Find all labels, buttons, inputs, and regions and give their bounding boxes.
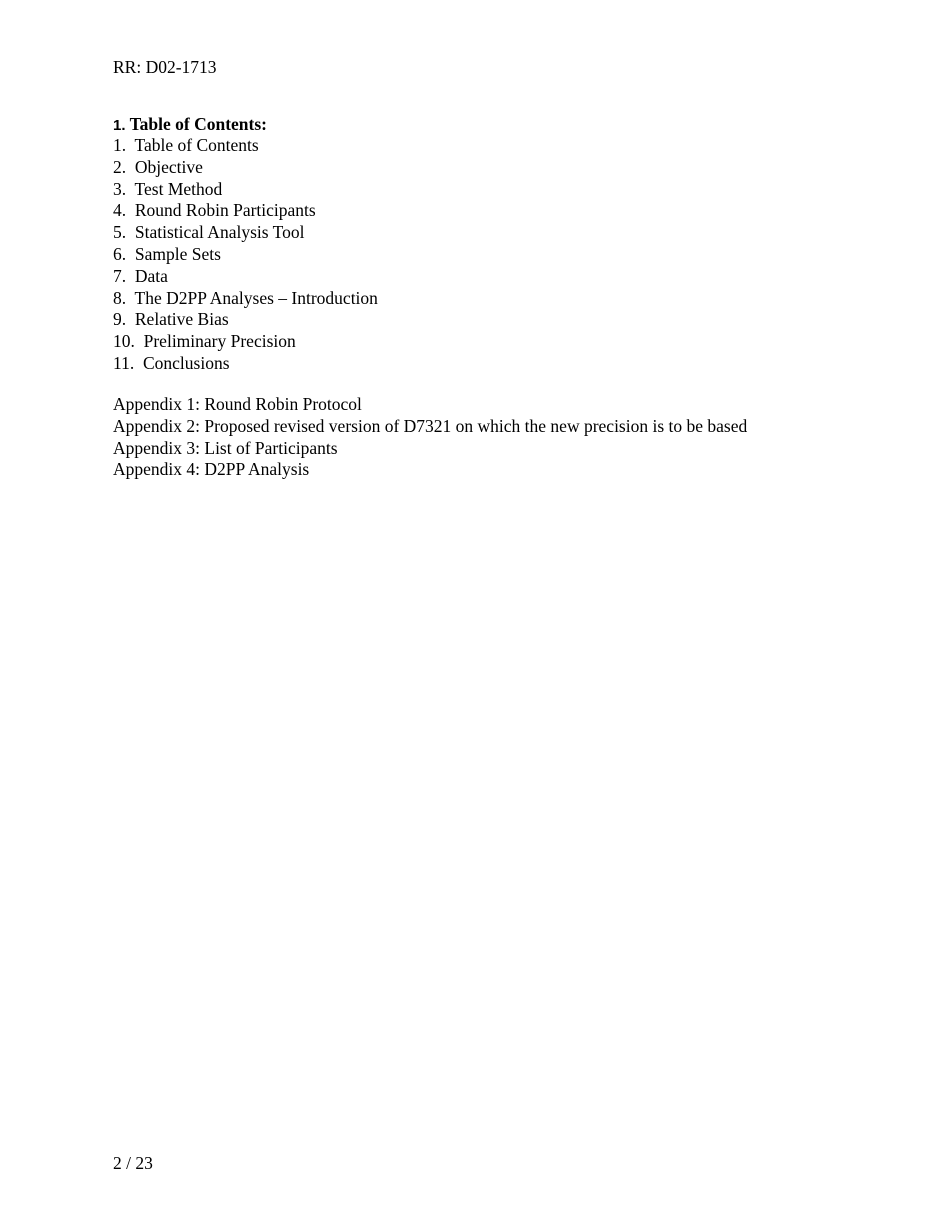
table-of-contents — [113, 114, 378, 375]
document-id-header: RR: D02-1713 — [113, 57, 217, 77]
toc-item-objective: 2. Objective — [113, 156, 203, 177]
toc-heading — [113, 114, 378, 135]
toc-heading-text: Table of Contents: — [129, 114, 267, 134]
toc-item-relative-bias: 9. Relative Bias — [113, 309, 229, 330]
toc-heading-number: 1. — [113, 117, 126, 134]
appendix-item-list-of-participants: Appendix 3: List of Participants — [113, 437, 338, 458]
toc-item-data: 7. Data — [113, 265, 168, 286]
toc-item-sample-sets: 6. Sample Sets — [113, 243, 221, 264]
page-number-footer: 2 / 23 — [113, 1153, 153, 1173]
toc-item-test-method: 3. Test Method — [113, 178, 223, 199]
toc-item-round-robin-participants: 4. Round Robin Participants — [113, 200, 316, 221]
appendix-item-round-robin-protocol: Appendix 1: Round Robin Protocol — [113, 394, 362, 414]
appendix-item-d2pp-analysis: Appendix 4: D2PP Analysis — [113, 459, 310, 480]
toc-item-conclusions: 11. Conclusions — [113, 352, 230, 373]
toc-item-d2pp-analyses-introduction: 8. The D2PP Analyses – Introduction — [113, 287, 378, 308]
toc-item-table-of-contents: 1. Table of Contents — [113, 135, 259, 155]
toc-item-statistical-analysis-tool: 5. Statistical Analysis Tool — [113, 222, 305, 243]
toc-item-preliminary-precision: 10. Preliminary Precision — [113, 331, 296, 352]
appendix-list — [113, 394, 747, 481]
toc-list — [113, 135, 378, 375]
appendix-item-proposed-revised-version: Appendix 2: Proposed revised version of D7321 on which the new precision is to be based — [113, 415, 748, 436]
